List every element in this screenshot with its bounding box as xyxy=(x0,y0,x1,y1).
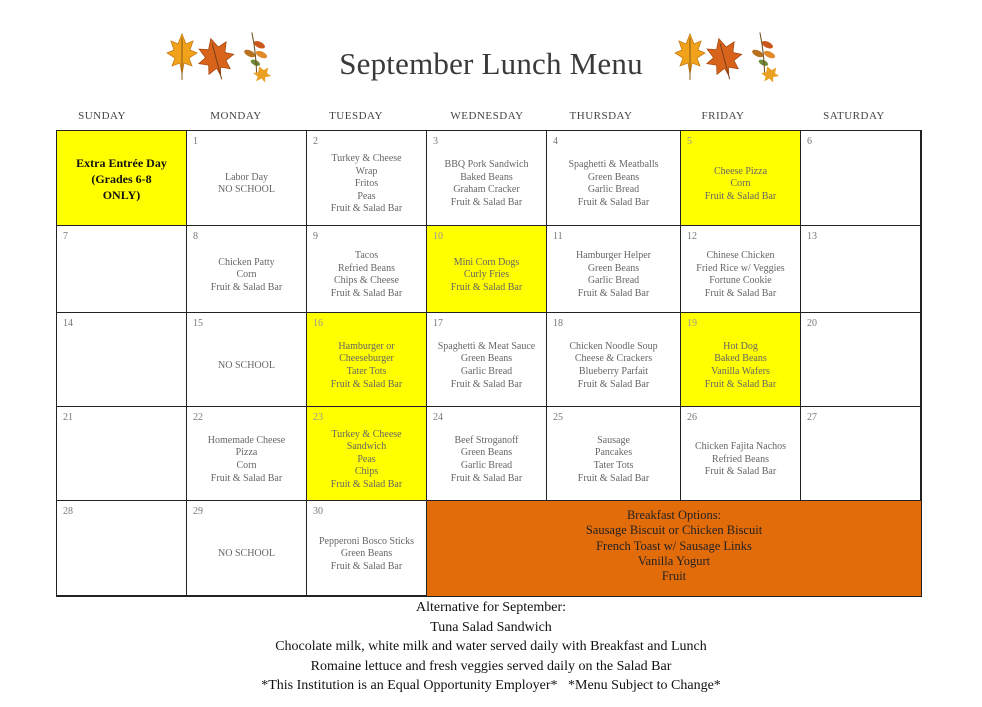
weekday-thursday: THURSDAY xyxy=(569,110,633,122)
menu-item: Fruit & Salad Bar xyxy=(704,288,777,300)
menu-item: BBQ Pork Sandwich xyxy=(444,159,529,171)
menu-item: Corn xyxy=(236,459,257,471)
menu-item: ONLY) xyxy=(102,188,141,202)
menu-items xyxy=(187,548,306,561)
menu-item: NO SCHOOL xyxy=(218,184,275,196)
day-cell xyxy=(307,407,427,501)
day-cell xyxy=(801,313,921,407)
menu-items xyxy=(187,435,306,485)
menu-item: Fruit & Salad Bar xyxy=(704,378,777,390)
menu-item: Chicken Fajita Nachos xyxy=(694,441,787,453)
menu-item: Green Beans xyxy=(460,447,513,459)
day-number: 11 xyxy=(553,231,563,242)
day-cell xyxy=(187,501,307,596)
day-number: 29 xyxy=(193,506,203,517)
day-number: 13 xyxy=(807,231,817,242)
menu-item: Mini Corn Dogs xyxy=(453,256,520,268)
menu-item: Green Beans xyxy=(587,171,640,183)
weekday-friday: FRIDAY xyxy=(701,110,745,122)
menu-item: Hamburger or xyxy=(338,340,395,352)
menu-item: Refried Beans xyxy=(338,262,395,274)
menu-item: Hamburger Helper xyxy=(575,250,652,262)
day-number: 27 xyxy=(807,412,817,423)
day-cell xyxy=(57,313,187,407)
day-number: 14 xyxy=(63,318,73,329)
breakfast-item: Fruit xyxy=(661,569,687,584)
menu-item: Curly Fries xyxy=(463,269,510,281)
menu-item: Fruit & Salad Bar xyxy=(210,281,283,293)
day-cell xyxy=(801,226,921,313)
menu-items xyxy=(547,341,680,391)
menu-item: Fruit & Salad Bar xyxy=(577,288,650,300)
day-cell xyxy=(547,407,681,501)
menu-item: Green Beans xyxy=(460,353,513,365)
salad-bar-note: Romaine lettuce and fresh veggies served daily on the Salad Bar xyxy=(310,658,672,674)
day-cell xyxy=(187,226,307,313)
day-number: 2 xyxy=(313,136,318,147)
menu-item: Fruit & Salad Bar xyxy=(210,472,283,484)
menu-items xyxy=(681,250,800,300)
menu-items xyxy=(187,360,306,373)
menu-item: Fried Rice w/ Veggies xyxy=(696,262,785,274)
day-cell xyxy=(307,313,427,407)
milk-note: Chocolate milk, white milk and water served daily with Breakfast and Lunch xyxy=(275,639,707,654)
menu-item: Extra Entrée Day xyxy=(76,156,167,170)
menu-item: Vanilla Wafers xyxy=(711,365,770,377)
day-number: 24 xyxy=(433,412,443,423)
day-cell xyxy=(427,131,547,226)
day-cell xyxy=(427,313,547,407)
day-number: 19 xyxy=(687,318,697,329)
day-number: 4 xyxy=(553,136,558,147)
menu-item: Chicken Noodle Soup xyxy=(569,340,658,352)
menu-item: Pepperoni Bosco Sticks xyxy=(319,535,414,547)
day-number: 15 xyxy=(193,318,203,329)
lunch-calendar-grid xyxy=(56,130,922,597)
day-cell xyxy=(681,407,801,501)
day-number: 30 xyxy=(313,506,323,517)
autumn-leaves-decoration-right xyxy=(672,30,792,84)
day-number: 3 xyxy=(433,136,438,147)
day-cell xyxy=(681,131,801,226)
menu-item: Fruit & Salad Bar xyxy=(450,378,523,390)
weekday-sunday: SUNDAY xyxy=(78,110,126,122)
menu-items xyxy=(427,435,546,485)
day-number: 26 xyxy=(687,412,697,423)
menu-item: Fruit & Salad Bar xyxy=(450,197,523,209)
menu-items xyxy=(307,250,426,300)
menu-items xyxy=(307,341,426,391)
menu-footer-notes xyxy=(0,598,982,696)
menu-item: Chips & Cheese xyxy=(334,275,399,287)
menu-item: Cheese Pizza xyxy=(713,165,768,177)
day-number: 22 xyxy=(193,412,203,423)
menu-items xyxy=(427,159,546,209)
menu-item: Fruit & Salad Bar xyxy=(330,478,403,490)
breakfast-item: Vanilla Yogurt xyxy=(637,553,711,568)
menu-items xyxy=(681,166,800,204)
menu-item: Refried Beans xyxy=(712,453,769,465)
day-number: 7 xyxy=(63,231,68,242)
menu-item: NO SCHOOL xyxy=(218,548,275,560)
menu-item: Cheeseburger xyxy=(339,353,394,365)
menu-items xyxy=(187,257,306,295)
extra-entree-note xyxy=(57,155,186,203)
menu-item: Fruit & Salad Bar xyxy=(450,281,523,293)
menu-item: Pancakes xyxy=(594,447,633,459)
menu-item: Homemade Cheese xyxy=(207,434,286,446)
menu-item: Fruit & Salad Bar xyxy=(577,472,650,484)
menu-items xyxy=(307,536,426,574)
menu-item: Garlic Bread xyxy=(587,184,640,196)
menu-item: Baked Beans xyxy=(714,353,767,365)
menu-item: Garlic Bread xyxy=(460,459,513,471)
menu-item: Pizza xyxy=(235,447,258,459)
day-number: 23 xyxy=(313,412,323,423)
menu-item: Fruit & Salad Bar xyxy=(704,190,777,202)
weekday-saturday: SATURDAY xyxy=(823,110,885,122)
menu-item: Fruit & Salad Bar xyxy=(704,466,777,478)
menu-item: Cheese & Crackers xyxy=(574,353,653,365)
day-cell xyxy=(57,501,187,596)
menu-items xyxy=(307,429,426,492)
day-number: 28 xyxy=(63,506,73,517)
day-cell xyxy=(187,407,307,501)
day-number: 12 xyxy=(687,231,697,242)
autumn-leaves-icon xyxy=(672,30,792,84)
menu-item: Chips xyxy=(354,466,379,478)
weekday-wednesday: WEDNESDAY xyxy=(450,110,524,122)
day-cell xyxy=(681,226,801,313)
day-number: 17 xyxy=(433,318,443,329)
day-cell xyxy=(801,407,921,501)
day-number: 18 xyxy=(553,318,563,329)
menu-item: Blueberry Parfait xyxy=(578,365,649,377)
day-cell xyxy=(187,313,307,407)
menu-item: Green Beans xyxy=(587,262,640,274)
day-number: 21 xyxy=(63,412,73,423)
alternative-item: Tuna Salad Sandwich xyxy=(430,619,552,635)
menu-item: (Grades 6-8 xyxy=(91,172,152,186)
menu-item: Peas xyxy=(357,453,376,465)
menu-items xyxy=(187,172,306,197)
day-number: 6 xyxy=(807,136,812,147)
day-cell xyxy=(547,313,681,407)
day-cell xyxy=(307,226,427,313)
day-number: 1 xyxy=(193,136,198,147)
day-cell xyxy=(307,131,427,226)
breakfast-item: French Toast w/ Sausage Links xyxy=(596,538,752,553)
menu-item: Baked Beans xyxy=(460,171,513,183)
menu-item: Garlic Bread xyxy=(587,275,640,287)
menu-items xyxy=(547,250,680,300)
menu-item: Spaghetti & Meat Sauce xyxy=(437,340,536,352)
day-number: 16 xyxy=(313,318,323,329)
day-cell xyxy=(57,226,187,313)
weekday-tuesday: TUESDAY xyxy=(329,110,383,122)
menu-item: Corn xyxy=(730,178,751,190)
menu-item: NO SCHOOL xyxy=(218,359,275,371)
page-title: September Lunch Menu xyxy=(339,46,643,81)
day-cell xyxy=(547,131,681,226)
day-number: 8 xyxy=(193,231,198,242)
menu-items xyxy=(547,159,680,209)
day-cell xyxy=(307,501,427,596)
menu-items xyxy=(427,257,546,295)
day-number: 10 xyxy=(433,231,443,242)
menu-item: Chicken Patty xyxy=(218,256,275,268)
menu-item: Fruit & Salad Bar xyxy=(330,378,403,390)
menu-item: Corn xyxy=(236,269,257,281)
menu-item: Wrap xyxy=(355,165,378,177)
menu-item: Peas xyxy=(357,190,376,202)
alternative-heading: Alternative for September: xyxy=(415,600,567,615)
menu-item: Fortune Cookie xyxy=(709,275,772,287)
breakfast-options-block xyxy=(427,501,921,596)
menu-item: Sausage xyxy=(597,434,630,446)
day-cell xyxy=(57,407,187,501)
day-cell xyxy=(547,226,681,313)
menu-item: Fruit & Salad Bar xyxy=(330,203,403,215)
weekday-header-row xyxy=(56,110,922,126)
menu-item: Fruit & Salad Bar xyxy=(330,288,403,300)
day-cell xyxy=(427,407,547,501)
day-number: 20 xyxy=(807,318,817,329)
menu-item: Tater Tots xyxy=(346,365,387,377)
day-cell xyxy=(427,226,547,313)
menu-item: Fritos xyxy=(354,178,379,190)
day-cell xyxy=(681,313,801,407)
menu-item: Graham Cracker xyxy=(453,184,520,196)
menu-items xyxy=(547,435,680,485)
menu-item: Labor Day xyxy=(224,171,269,183)
day-cell xyxy=(57,131,187,226)
menu-item: Chinese Chicken xyxy=(706,250,775,262)
menu-item: Tacos xyxy=(354,250,379,262)
day-number: 25 xyxy=(553,412,563,423)
menu-item: Green Beans xyxy=(340,548,393,560)
menu-item: Sandwich xyxy=(346,441,387,453)
menu-item: Turkey & Cheese xyxy=(331,428,402,440)
weekday-monday: MONDAY xyxy=(210,110,262,122)
menu-items xyxy=(427,341,546,391)
menu-items xyxy=(307,153,426,216)
disclaimer-note: *This Institution is an Equal Opportunity Employer* *Menu Subject to Change* xyxy=(261,678,721,693)
day-cell xyxy=(187,131,307,226)
menu-item: Spaghetti & Meatballs xyxy=(568,159,659,171)
day-number: 5 xyxy=(687,136,692,147)
menu-item: Fruit & Salad Bar xyxy=(330,560,403,572)
menu-item: Beef Stroganoff xyxy=(454,434,519,446)
breakfast-item: Sausage Biscuit or Chicken Biscuit xyxy=(585,523,763,538)
menu-item: Fruit & Salad Bar xyxy=(450,472,523,484)
day-number: 9 xyxy=(313,231,318,242)
menu-items xyxy=(681,441,800,479)
menu-items xyxy=(681,341,800,391)
menu-item: Turkey & Cheese xyxy=(331,153,402,164)
day-cell xyxy=(801,131,921,226)
menu-item: Garlic Bread xyxy=(460,365,513,377)
menu-item: Hot Dog xyxy=(723,340,758,352)
menu-item: Fruit & Salad Bar xyxy=(577,378,650,390)
menu-item: Tater Tots xyxy=(593,459,634,471)
menu-item: Fruit & Salad Bar xyxy=(577,197,650,209)
breakfast-heading: Breakfast Options: xyxy=(626,508,722,522)
